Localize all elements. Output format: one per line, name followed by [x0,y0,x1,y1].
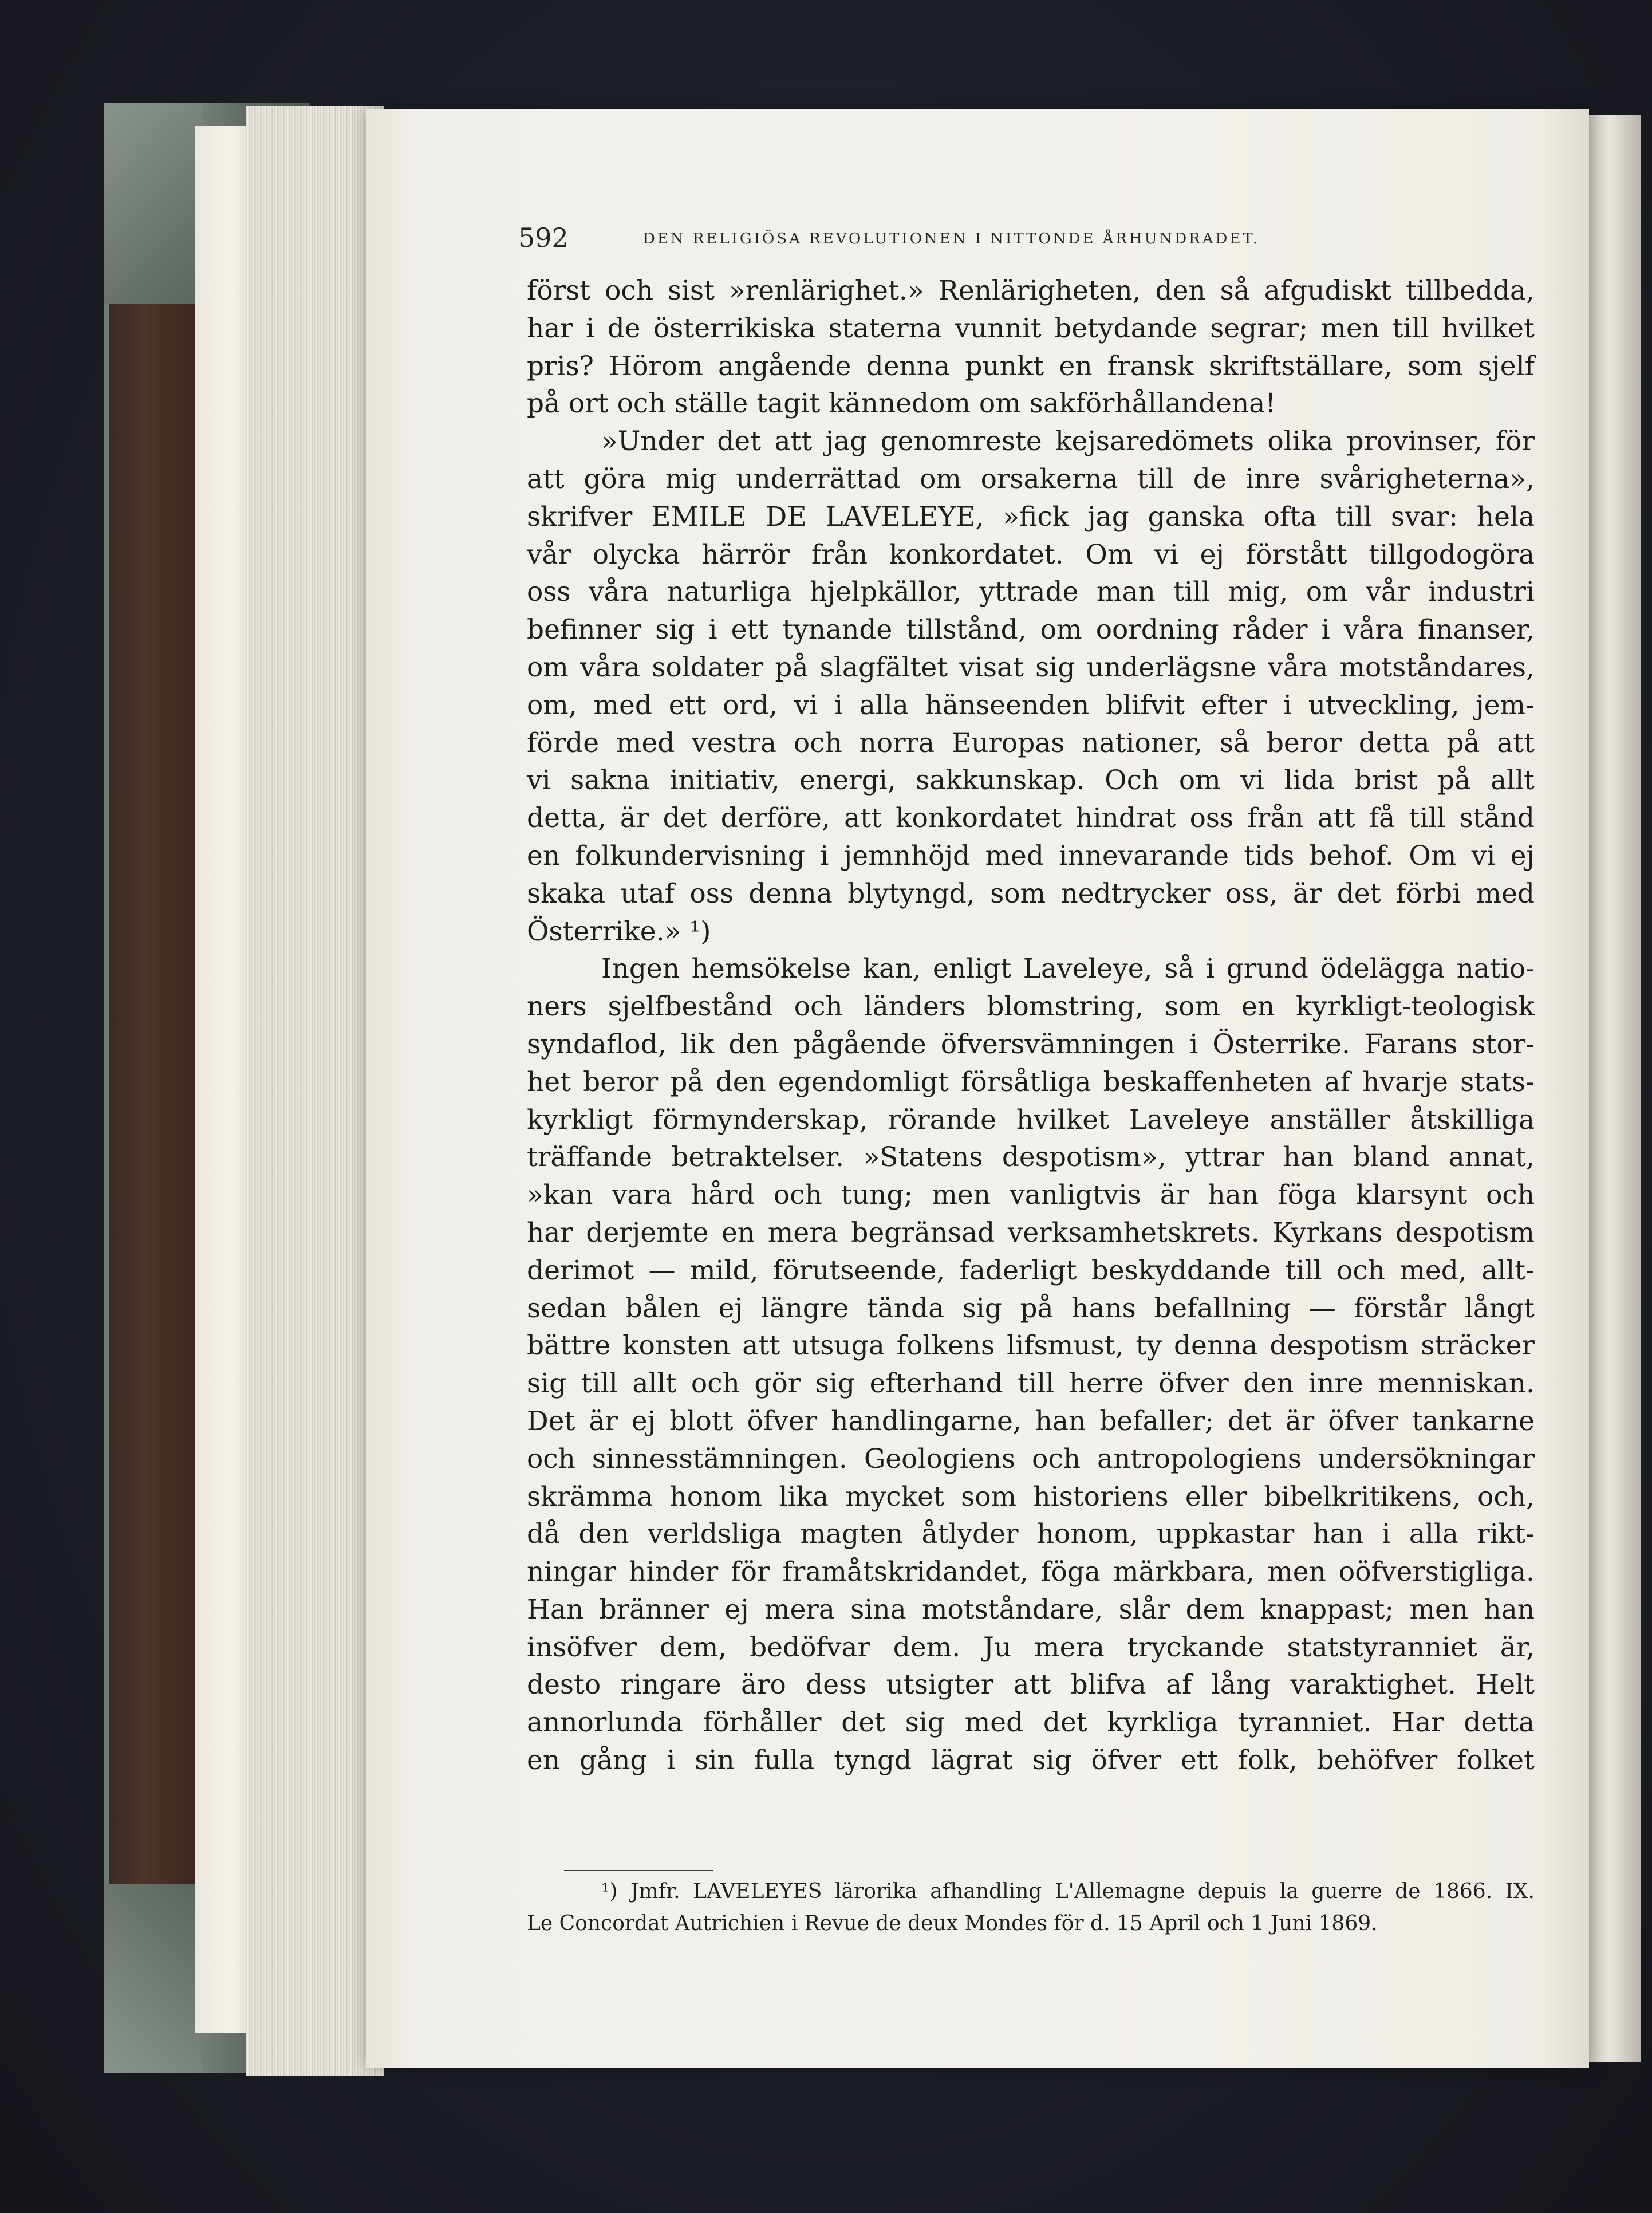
text-line: då den verldsliga magten åtlyder honom, uppkastar han i alla rikt- [527,1518,1535,1550]
text-line: detta, är det derföre, att konkordatet hindrat oss från att få till stånd [527,802,1535,834]
text-line: Det är ej blott öfver handlingarne, han befaller; det är öfver tankarne [527,1405,1535,1437]
text-line: syndaflod, lik den pågående öfversvämningen i Österrike. Farans stor- [527,1028,1535,1060]
text-line: kyrkligt förmynderskap, rörande hvilket Laveleye anställer åtskilliga [527,1104,1535,1136]
running-title: DEN RELIGIÖSA REVOLUTIONEN I NITTONDE ÅRHUNDRADET. [643,230,1260,247]
text-line: på ort och ställe tagit kännedom om sakförhållandena! [527,388,1276,420]
text-line: bättre konsten att utsuga folkens lifsmust, ty denna despotism sträcker [527,1330,1535,1362]
text-line: sig till allt och gör sig efterhand till herre öfver den inre menniskan. [527,1368,1535,1400]
footnote-line: Le Concordat Autrichien i Revue de deux Mondes för d. 15 April och 1 Juni 1869. [527,1912,1378,1935]
cover-corner-bottom [104,1884,202,2073]
text-line: sedan bålen ej längre tända sig på hans befallning — förstår långt [527,1292,1535,1324]
text-line: skaka utaf oss denna blytyngd, som nedtrycker oss, är det förbi med [527,877,1535,909]
text-line: befinner sig i ett tynande tillstånd, om oordning råder i våra finanser, [527,614,1535,646]
facing-page-edge [1589,115,1641,2062]
text-line: Ingen hemsökelse kan, enligt Laveleye, så i grund ödelägga natio- [601,953,1535,985]
text-line: Österrike.» ¹) [527,915,711,947]
page-number: 592 [518,222,569,253]
body-text [527,272,1535,1779]
text-line: ningar hinder för framåtskridandet, föga märkbara, men oöfverstigliga. [527,1556,1535,1588]
text-line: desto ringare äro dess utsigter att blifva af lång varaktighet. Helt [527,1669,1535,1701]
text-line: »kan vara hård och tung; men vanligtvis är han föga klarsynt och [527,1179,1535,1211]
text-line: annorlunda förhåller det sig med det kyrkliga tyranniet. Har detta [527,1707,1535,1739]
text-line: vår olycka härrör från konkordatet. Om vi ej förstått tillgodogöra [527,538,1535,570]
text-line: derimot — mild, förutseende, faderligt beskyddande till och med, allt- [527,1254,1535,1286]
page-stack-edge [246,106,384,2076]
footnote-divider [564,1870,713,1871]
text-line: har derjemte en mera begränsad verksamhetskrets. Kyrkans despotism [527,1216,1535,1249]
footnote-line: ¹) Jmfr. LAVELEYES lärorika afhandling L'Allemagne depuis la guerre de 1866. IX. [601,1880,1535,1903]
text-line: har i de österrikiska staterna vunnit betydande segrar; men till hvilket [527,312,1535,344]
text-line: het beror på den egendomligt försåtliga beskaffenheten af hvarje stats- [527,1066,1535,1098]
leather-spine [109,298,195,1901]
text-line: om, med ett ord, vi i alla hänseenden blifvit efter i utveckling, jem- [527,689,1535,721]
text-line: Han bränner ej mera sina motståndare, slår dem knappast; men han [527,1593,1535,1625]
text-line: och sinnesstämningen. Geologiens och antropologiens undersökningar [527,1443,1535,1475]
text-line: skrifver EMILE DE LAVELEYE, »fick jag ganska ofta till svar: hela [527,501,1535,533]
text-line: först och sist »renlärighet.» Renlärigheten, den så afgudiskt tillbedda, [527,275,1535,306]
text-line: en folkundervisning i jemnhöjd med innevarande tids behof. Om vi ej [527,840,1535,872]
text-line: »Under det att jag genomreste kejsaredömets olika provinser, för [601,426,1535,458]
footnotes [527,1876,1535,1940]
text-line: förde med vestra och norra Europas nationer, så beror detta på att [527,727,1535,759]
text-line: vi sakna initiativ, energi, sakkunskap. Och om vi lida brist på allt [527,765,1535,797]
text-line: pris? Hörom angående denna punkt en fransk skriftställare, som sjelf [527,350,1535,382]
text-line: en gång i sin fulla tyngd lägrat sig öfver ett folk, behöfver folket [527,1745,1535,1777]
text-line: träffande betraktelser. »Statens despotism», yttrar han bland annat, [527,1141,1535,1174]
text-line: skrämma honom lika mycket som historiens eller bibelkritikens, och, [527,1480,1535,1513]
text-line: oss våra naturliga hjelpkällor, yttrade man till mig, om vår industri [527,576,1535,608]
text-line: att göra mig underrättad om orsakerna till de inre svårigheterna», [527,463,1535,495]
text-line: insöfver dem, bedöfvar dem. Ju mera tryckande statstyranniet är, [527,1631,1535,1663]
text-line: om våra soldater på slagfältet visat sig underlägsne våra motståndares, [527,651,1535,683]
running-header [518,222,1537,262]
cover-corner-top [104,103,202,304]
text-line: ners sjelfbestånd och länders blomstring, som en kyrkligt-teologisk [527,991,1535,1023]
